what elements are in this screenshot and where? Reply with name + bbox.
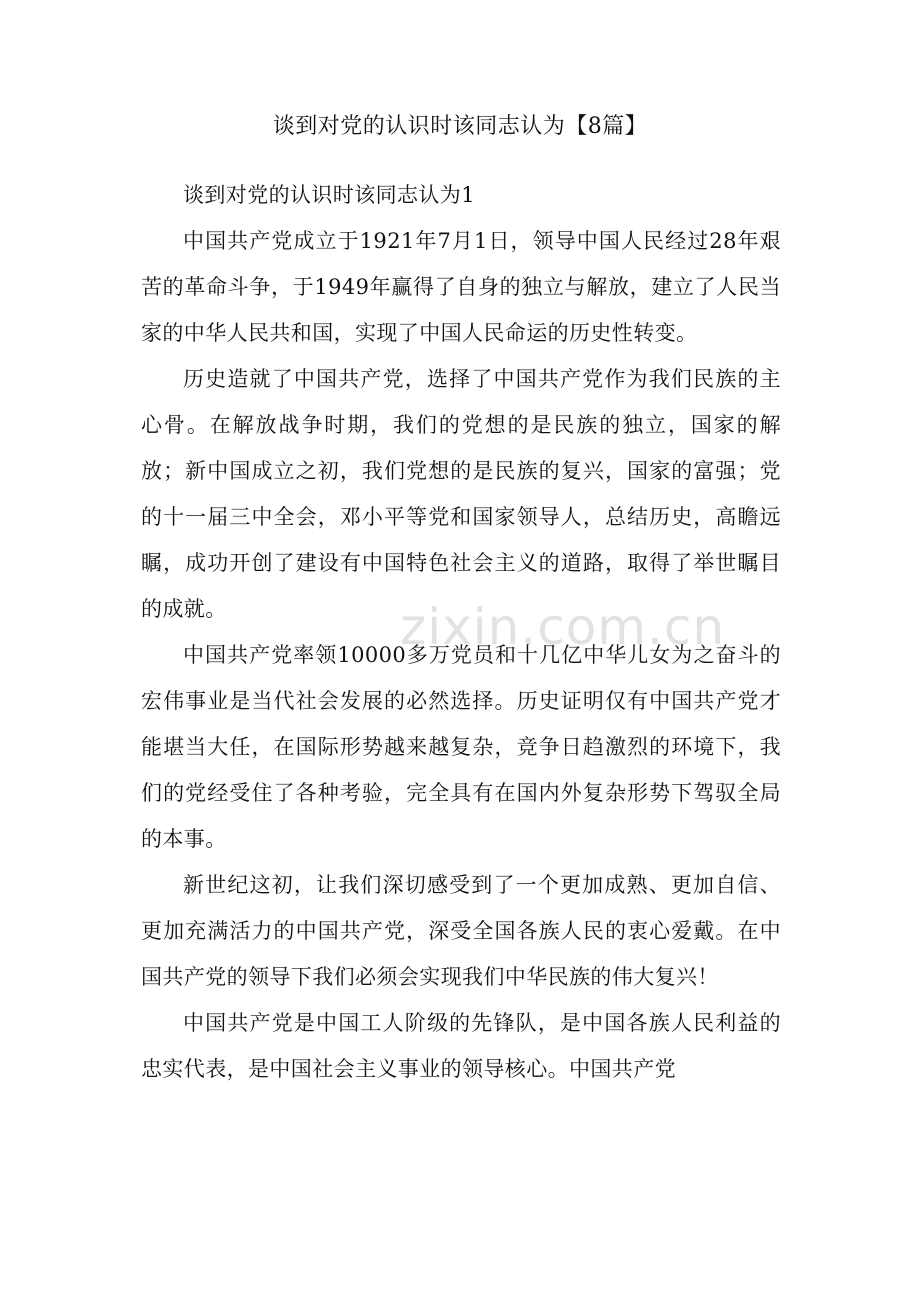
paragraph: 中国共产党成立于1921年7月1日，领导中国人民经过28年艰苦的革命斗争，于1949年赢得了自身的独立与解放，建立了人民当家的中华人民共和国，实现了中国人民命运的历史性转变。 bbox=[141, 229, 781, 345]
watermark: zixin.com.cn bbox=[400, 598, 726, 656]
paragraph: 新世纪这初，让我们深切感受到了一个更加成熟、更加自信、更加充满活力的中国共产党，深受全国各族人民的衷心爱戴。在中国共产党的领导下我们必须会实现我们中华民族的伟大复兴！ bbox=[141, 873, 781, 989]
section-heading: 谈到对党的认识时该同志认为1 bbox=[183, 183, 475, 207]
document-body bbox=[141, 172, 781, 1092]
paragraph: 历史造就了中国共产党，选择了中国共产党作为我们民族的主心骨。在解放战争时期，我们的党想的是民族的独立，国家的解放；新中国成立之初，我们党想的是民族的复兴，国家的富强；党的十一届三中全会，邓小平等党和国家领导人，总结历史，高瞻远瞩，成功开创了建设有中国特色社会主义的道路，取得了举世瞩目的成就。 bbox=[141, 367, 781, 621]
paragraph: 中国共产党率领10000多万党员和十几亿中华儿女为之奋斗的宏伟事业是当代社会发展的必然选择。历史证明仅有中国共产党才能堪当大任，在国际形势越来越复杂，竞争日趋激烈的环境下，我们的党经受住了各种考验，完全具有在国内外复杂形势下驾驭全局的本事。 bbox=[141, 643, 781, 851]
paragraph: 中国共产党是中国工人阶级的先锋队，是中国各族人民利益的忠实代表，是中国社会主义事业的领导核心。中国共产党 bbox=[141, 1011, 781, 1081]
document-title: 谈到对党的认识时该同志认为【8篇】 bbox=[272, 114, 648, 139]
